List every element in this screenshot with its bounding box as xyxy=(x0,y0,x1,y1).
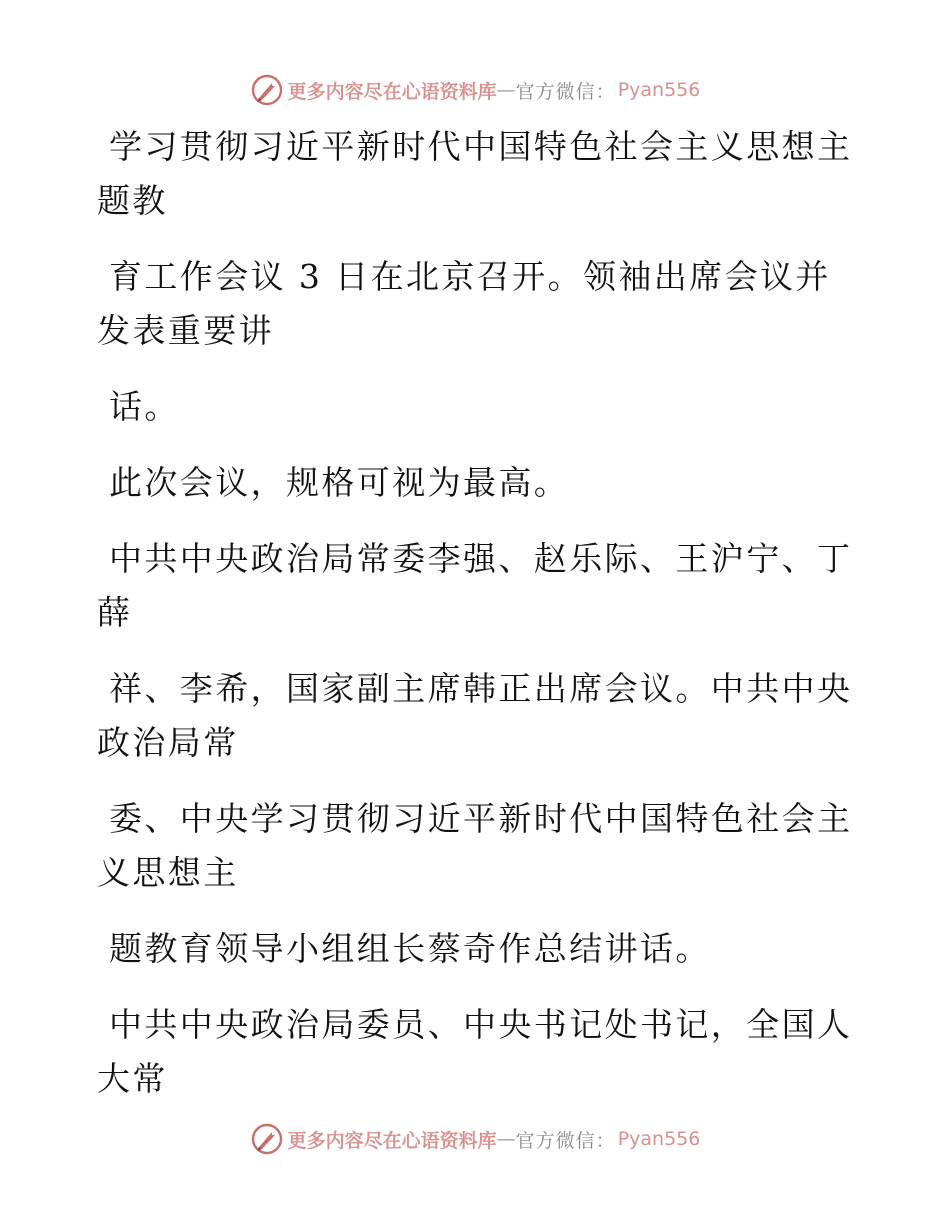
watermark-separator: — xyxy=(496,1128,516,1150)
footer-watermark xyxy=(0,1119,950,1159)
watermark-site-text: 更多内容尽在心语资料库 xyxy=(287,1129,497,1152)
paragraph-7: 委、中央学习贯彻习近平新时代中国特色社会主义思想主 xyxy=(97,799,853,892)
pen-seal-icon xyxy=(250,73,284,107)
pen-seal-icon xyxy=(250,1122,284,1156)
header-watermark xyxy=(0,70,950,110)
watermark-wechat-id: Pyan556 xyxy=(617,1128,701,1150)
watermark-official-label: 官方微信： xyxy=(515,1129,616,1152)
watermark-wechat-id: Pyan556 xyxy=(617,79,701,101)
paragraph-8: 题教育领导小组组长蔡奇作总结讲话。 xyxy=(109,929,711,968)
watermark-official-label: 官方微信： xyxy=(515,80,616,103)
watermark-separator: — xyxy=(496,79,516,101)
paragraph-3: 话。 xyxy=(109,387,180,426)
paragraph-4: 此次会议，规格可视为最高。 xyxy=(109,463,570,502)
paragraph-5: 中共中央政治局常委李强、赵乐际、王沪宁、丁薛 xyxy=(97,539,853,632)
paragraph-9: 中共中央政治局委员、中央书记处书记，全国人大常 xyxy=(97,1005,853,1098)
paragraph-2: 育工作会议 3 日在北京召开。领袖出席会议并发表重要讲 xyxy=(97,257,831,350)
paragraph-6: 祥、李希，国家副主席韩正出席会议。中共中央政治局常 xyxy=(97,669,853,762)
document-body xyxy=(97,120,857,1128)
watermark-site-text: 更多内容尽在心语资料库 xyxy=(287,80,497,103)
paragraph-1: 学习贯彻习近平新时代中国特色社会主义思想主题教 xyxy=(97,127,853,220)
